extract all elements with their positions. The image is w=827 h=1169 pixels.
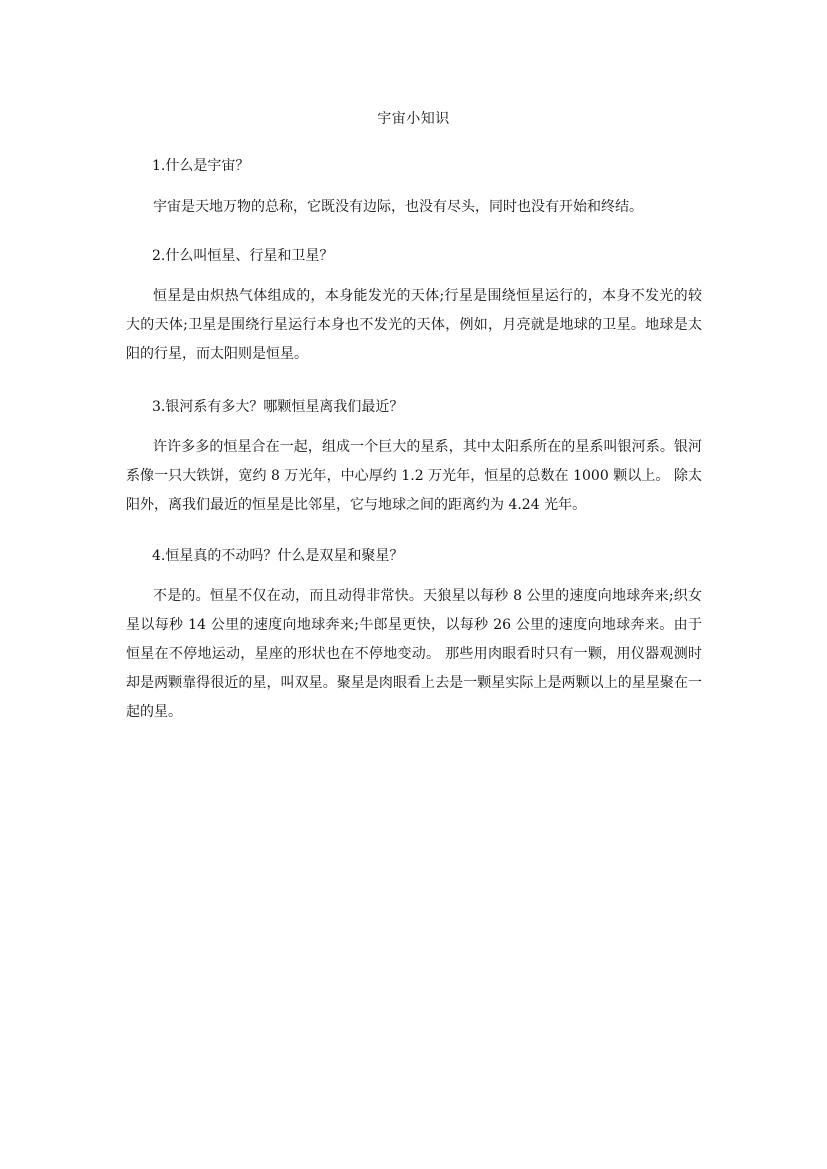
answer-1: 宇宙是天地万物的总称，它既没有边际，也没有尽头，同时也没有开始和终结。 bbox=[153, 199, 643, 215]
document-title: 宇宙小知识 bbox=[377, 111, 450, 127]
answer-3: 许许多多的恒星合在一起，组成一个巨大的星系，其中太阳系所在的星系叫银河系。银河系像一只大铁饼，宽约 8 万光年，中心厚约 1.2 万光年，恒星的总数在 1000 颗以上。 除太阳外，离我们最近的恒星是比邻星，它与地球之间的距离约为 4.24 光年。 bbox=[126, 439, 702, 513]
answer-4: 不是的。恒星不仅在动，而且动得非常快。天狼星以每秒 8 公里的速度向地球奔来;织女星以每秒 14 公里的速度向地球奔来;牛郎星更快，以每秒 26 公里的速度向地球奔来。由于恒星在不停地运动，星座的形状也在不停地变动。 那些用肉眼看时只有一颗，用仪器观测时却是两颗靠得很近的星，叫双星。聚星是肉眼看上去是一颗星实际上是两颗以上的星星聚在一起的星。 bbox=[126, 588, 702, 720]
question-4: 4.恒星真的不动吗？什么是双星和聚星？ bbox=[152, 548, 404, 564]
question-3: 3.银河系有多大？哪颗恒星离我们最近？ bbox=[152, 399, 404, 415]
question-2: 2.什么叫恒星、行星和卫星？ bbox=[152, 248, 334, 264]
question-1: 1.什么是宇宙？ bbox=[152, 158, 250, 174]
answer-2: 恒星是由炽热气体组成的，本身能发光的天体;行星是围绕恒星运行的，本身不发光的较大的天体;卫星是围绕行星运行本身也不发光的天体，例如，月亮就是地球的卫星。地球是太阳的行星，而太阳则是恒星。 bbox=[126, 288, 702, 362]
